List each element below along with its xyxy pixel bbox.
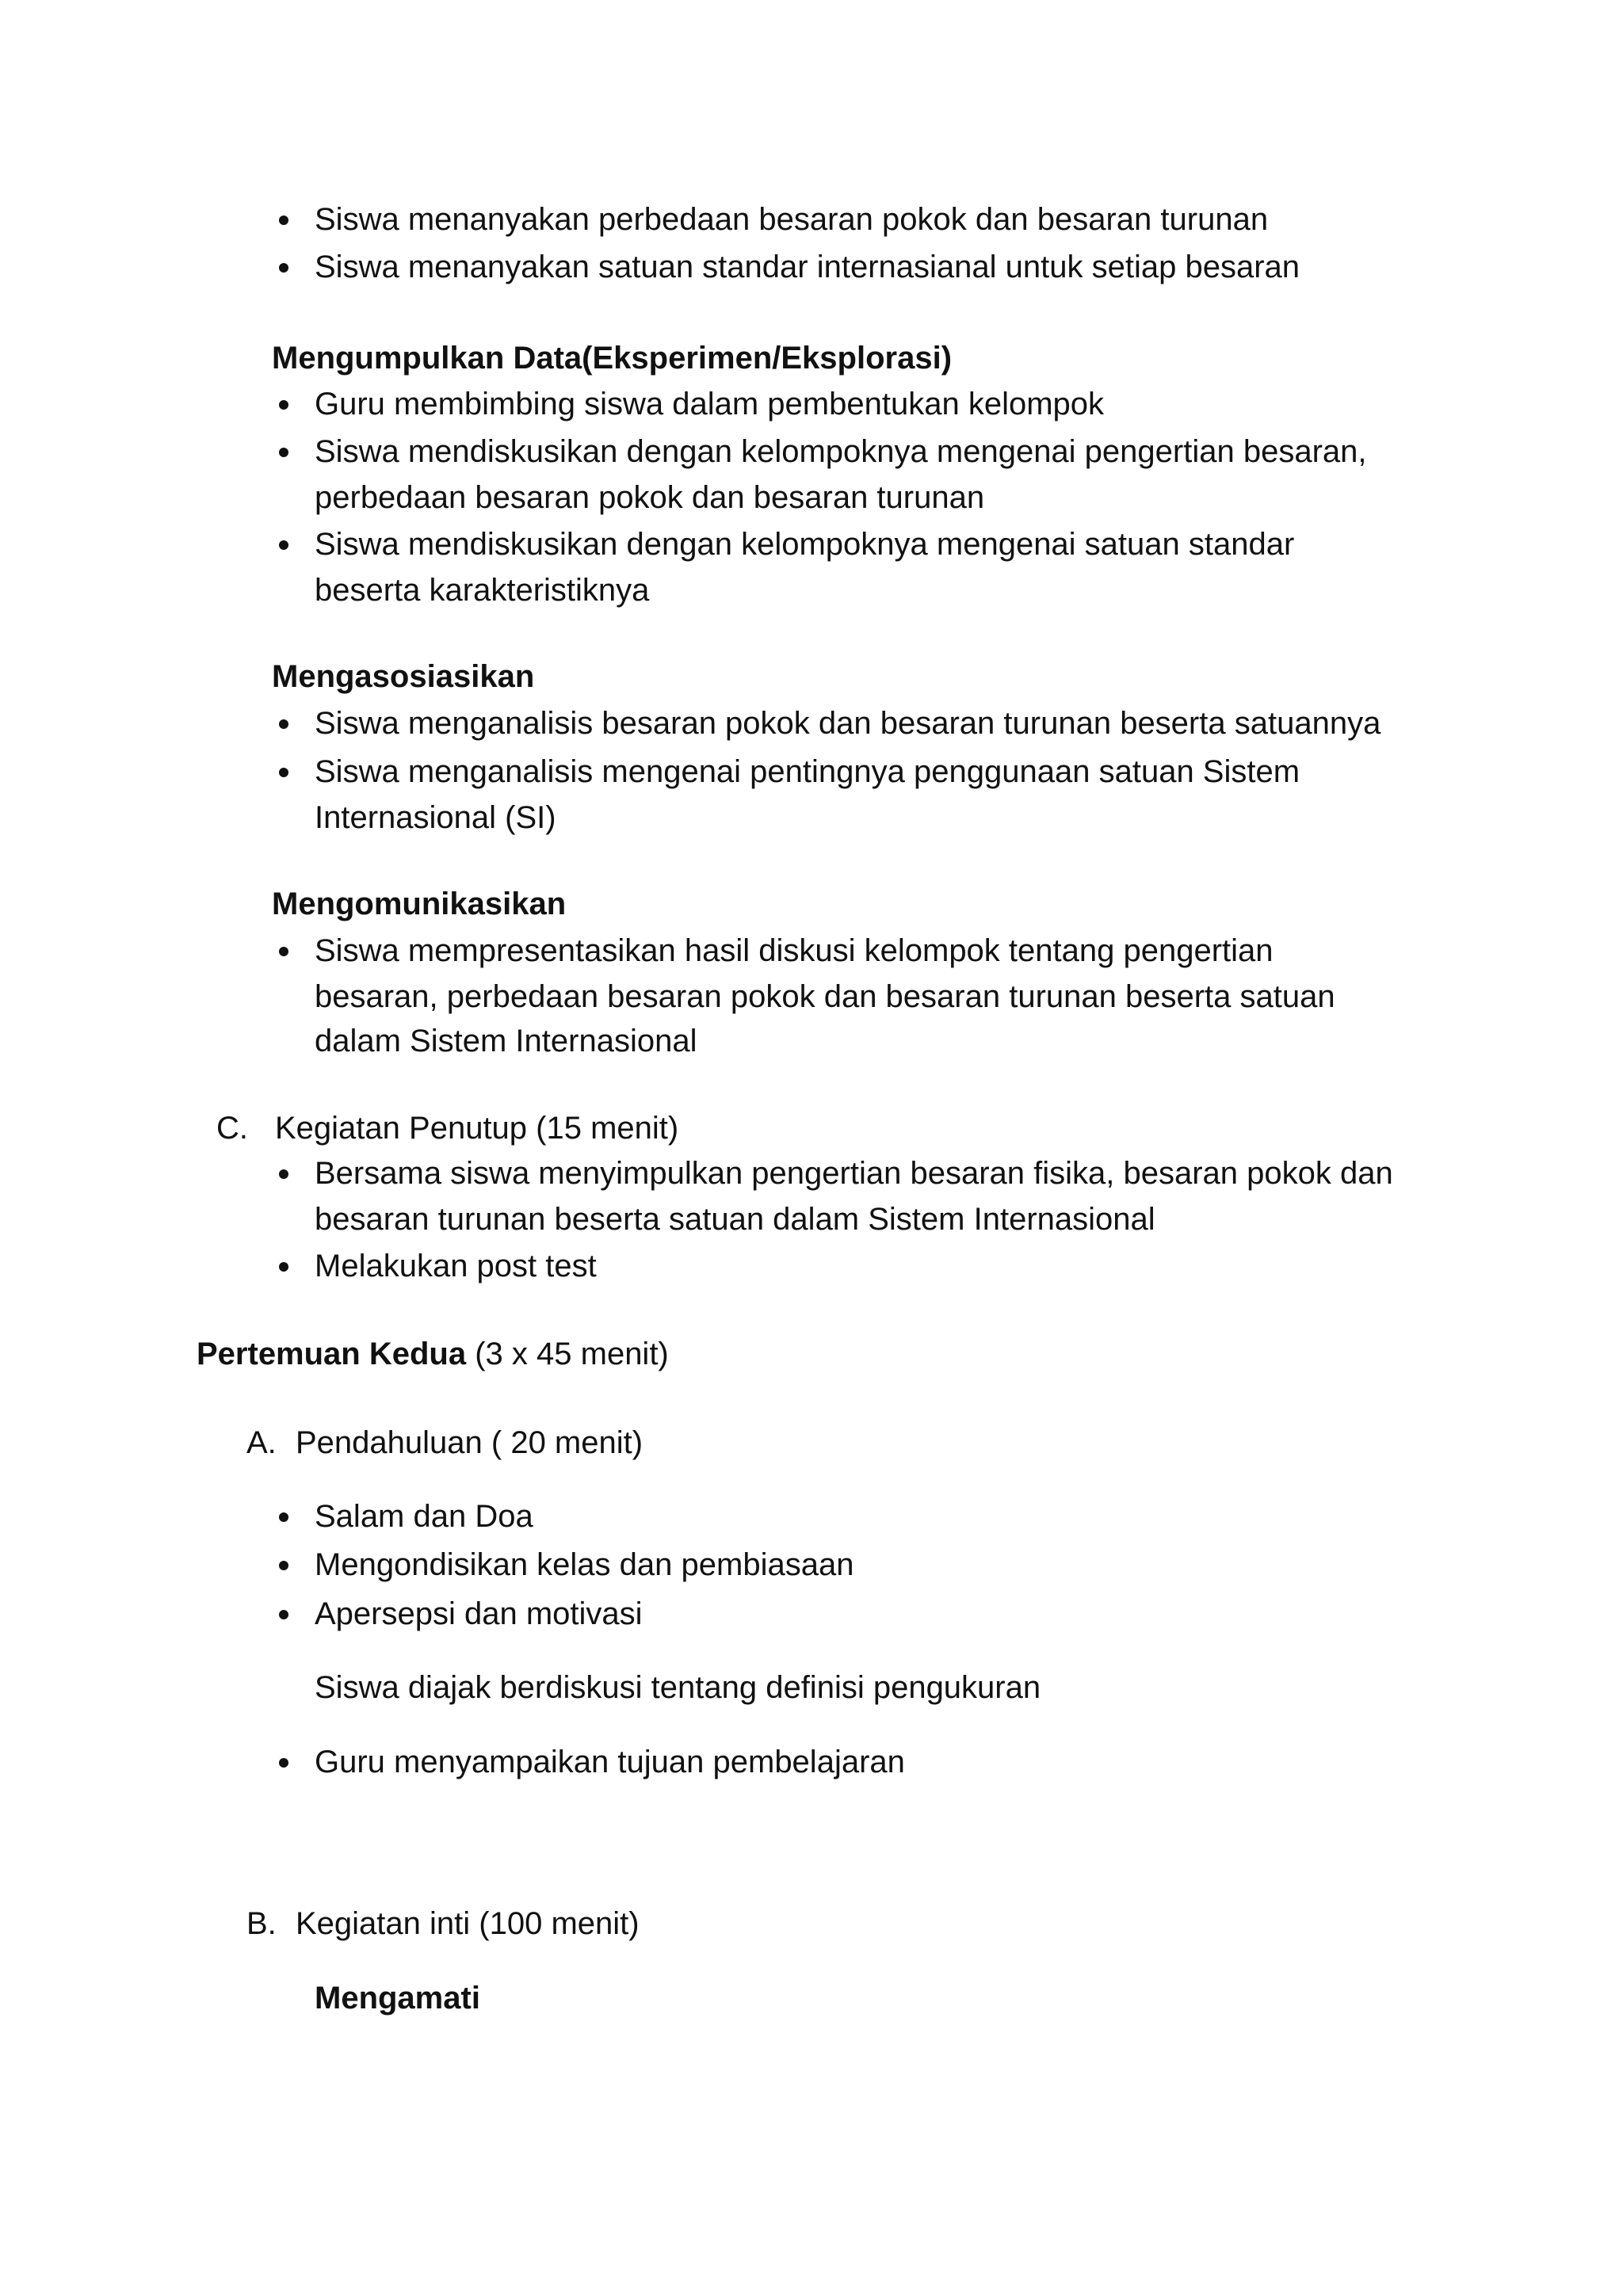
bullet-item: Siswa menanyakan satuan standar internasianal untuk setiap besaran — [315, 250, 1300, 284]
section-heading-mengamati: Mengamati — [315, 1981, 480, 2016]
meeting-title — [197, 1335, 669, 1373]
section-label-pendahuluan: Pendahuluan ( 20 menit) — [296, 1425, 643, 1460]
bullet-item: Siswa mendiskusikan dengan kelompoknya mengenai satuan standar — [315, 527, 1295, 562]
bullet-continuation: besaran, perbedaan besaran pokok dan besaran turunan beserta satuan — [315, 979, 1335, 1014]
note-text: Siswa diajak berdiskusi tentang definisi pengukuran — [315, 1670, 1041, 1705]
bullet-item: Guru membimbing siswa dalam pembentukan kelompok — [315, 387, 1105, 421]
bullet-continuation: besaran turunan beserta satuan dalam Sistem Internasional — [315, 1202, 1155, 1237]
bullet-continuation: Internasional (SI) — [315, 800, 556, 835]
section-label-penutup: Kegiatan Penutup (15 menit) — [275, 1111, 679, 1146]
section-heading-mengomunikasikan: Mengomunikasikan — [272, 887, 567, 921]
bullet-item: Siswa mendiskusikan dengan kelompoknya mengenai pengertian besaran, — [315, 434, 1367, 469]
bullet-item: Melakukan post test — [315, 1249, 597, 1283]
section-heading-mengumpulkan: Mengumpulkan Data(Eksperimen/Eksplorasi) — [272, 341, 953, 376]
bullet-item: Siswa menanyakan perbedaan besaran pokok dan besaran turunan — [315, 202, 1269, 237]
bullet-item: Siswa menganalisis besaran pokok dan besaran turunan beserta satuannya — [315, 706, 1381, 741]
list-marker-b: B. — [246, 1906, 277, 1941]
section-heading-mengasosiasikan: Mengasosiasikan — [272, 659, 535, 694]
section-label-inti: Kegiatan inti (100 menit) — [296, 1906, 640, 1941]
bullet-continuation: perbedaan besaran pokok dan besaran turunan — [315, 480, 985, 515]
bullet-item: Salam dan Doa — [315, 1499, 533, 1534]
bullet-item: Mengondisikan kelas dan pembiasaan — [315, 1547, 854, 1582]
bullet-item: Siswa mempresentasikan hasil diskusi kelompok tentang pengertian — [315, 933, 1274, 968]
meeting-title-bold: Pertemuan Kedua — [197, 1337, 467, 1371]
bullet-item: Apersepsi dan motivasi — [315, 1596, 643, 1631]
list-marker-c: C. — [216, 1111, 248, 1146]
bullet-item: Guru menyampaikan tujuan pembelajaran — [315, 1745, 905, 1779]
bullet-item: Bersama siswa menyimpulkan pengertian besaran fisika, besaran pokok dan — [315, 1156, 1393, 1191]
bullet-continuation: beserta karakteristiknya — [315, 573, 650, 608]
bullet-item: Siswa menganalisis mengenai pentingnya penggunaan satuan Sistem — [315, 754, 1300, 789]
list-marker-a: A. — [246, 1425, 277, 1460]
meeting-duration: (3 x 45 menit) — [466, 1337, 669, 1371]
bullet-continuation: dalam Sistem Internasional — [315, 1024, 697, 1058]
